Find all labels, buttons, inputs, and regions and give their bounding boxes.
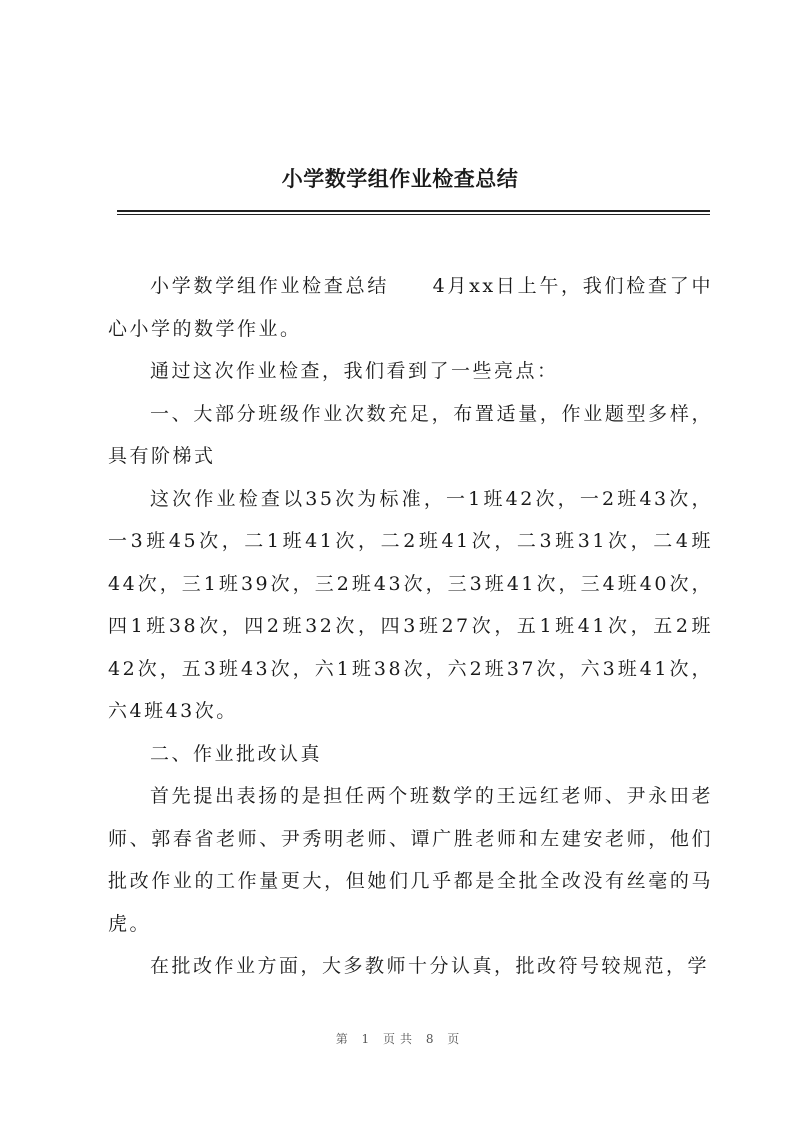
paragraph-intro: 小学数学组作业检查总结 4月xx日上午，我们检查了中心小学的数学作业。 bbox=[108, 275, 713, 340]
paragraph-point-two: 二、作业批改认真 bbox=[150, 742, 323, 765]
paragraph-highlights: 通过这次作业检查，我们看到了一些亮点： bbox=[150, 360, 559, 382]
paragraph-grading: 在批改作业方面，大多教师十分认真，批改符号较规范，学 bbox=[150, 955, 710, 977]
paragraph-homework-counts: 这次作业检查以35次为标准，一1班42次，一2班43次，一3班45次，二1班41次，二2班41次，二3班31次，二4班44次，三1班39次，三2班43次，三3班41次，三4班40次，四1班38次，四2班32次，四3班27次，五1班41次，五2班42次，五3班43次，六1班38次，六2班37次，六3班41次，六4班43次。 bbox=[108, 487, 713, 722]
document-body bbox=[108, 265, 713, 988]
paragraph-point-one: 一、大部分班级作业次数充足，布置适量，作业题型多样，具有阶梯式 bbox=[108, 402, 713, 467]
title-rule-thin bbox=[117, 214, 710, 215]
paragraph-praise: 首先提出表扬的是担任两个班数学的王远红老师、尹永田老师、郭春省老师、尹秀明老师、谭广胜老师和左建安老师，他们批改作业的工作量更大，但她们几乎都是全批全改没有丝毫的马虎。 bbox=[108, 785, 713, 935]
title-rule bbox=[117, 210, 710, 212]
page-number: 第 1 页共 8 页 bbox=[335, 1032, 465, 1046]
document-title: 小学数学组作业检查总结 bbox=[281, 167, 519, 191]
